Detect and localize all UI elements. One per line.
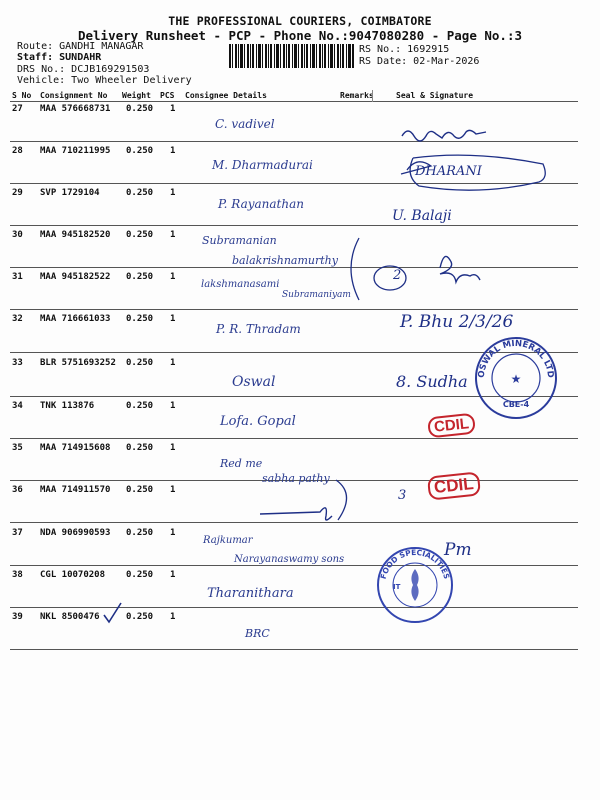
col-weight: Weight bbox=[122, 91, 151, 100]
signature: U. Balaji bbox=[392, 208, 452, 224]
row-pcs: 1 bbox=[170, 188, 176, 198]
row-pcs: 1 bbox=[170, 230, 176, 240]
consignee-name: P. R. Thradam bbox=[216, 322, 301, 336]
row-divider bbox=[10, 565, 578, 566]
row-pcs: 1 bbox=[170, 104, 176, 114]
remark-mark: 3 bbox=[398, 488, 407, 503]
header-divider bbox=[10, 101, 578, 102]
row-consignment: MAA 714915608 bbox=[40, 443, 111, 453]
signature-scribble bbox=[398, 122, 498, 144]
signature-scribble bbox=[345, 232, 495, 308]
rs-number: RS No.: 1692915 bbox=[359, 44, 450, 55]
remark-mark: 2 bbox=[393, 268, 402, 283]
row-weight: 0.250 bbox=[126, 314, 154, 324]
consignee-name-line2: balakrishnamurthy bbox=[232, 254, 338, 267]
row-sno: 29 bbox=[12, 188, 23, 198]
row-divider bbox=[10, 522, 578, 523]
row-pcs: 1 bbox=[170, 570, 176, 580]
row-consignment: BLR 5751693252 bbox=[40, 358, 116, 368]
row-consignment: MAA 576668731 bbox=[40, 104, 111, 114]
signature: DHARANI bbox=[415, 164, 482, 179]
row-sno: 30 bbox=[12, 230, 23, 240]
row-weight: 0.250 bbox=[126, 188, 154, 198]
row-sno: 31 bbox=[12, 272, 23, 282]
row-consignment: MAA 945182522 bbox=[40, 272, 111, 282]
row-weight: 0.250 bbox=[126, 443, 154, 453]
rs-date: RS Date: 02-Mar-2026 bbox=[359, 56, 480, 67]
row-weight: 0.250 bbox=[126, 104, 154, 114]
row-consignment: MAA 710211995 bbox=[40, 146, 111, 156]
row-consignment: MAA 716661033 bbox=[40, 314, 111, 324]
row-pcs: 1 bbox=[170, 485, 176, 495]
col-consignee: Consignee Details bbox=[185, 91, 267, 100]
row-weight: 0.250 bbox=[126, 485, 154, 495]
consignee-name: M. Dharmadurai bbox=[212, 158, 313, 172]
consignee-name: BRC bbox=[245, 627, 270, 640]
row-sno: 32 bbox=[12, 314, 23, 324]
row-consignment: NDA 906990593 bbox=[40, 528, 111, 538]
star-icon: ★ bbox=[510, 372, 522, 386]
signature-scribble bbox=[393, 150, 553, 192]
row-pcs: 1 bbox=[170, 146, 176, 156]
row-weight: 0.250 bbox=[126, 401, 154, 411]
company-title: THE PROFESSIONAL COURIERS, COIMBATORE bbox=[168, 14, 432, 28]
row-pcs: 1 bbox=[170, 272, 176, 282]
consignee-name: Subramanian bbox=[202, 234, 277, 247]
row-sno: 33 bbox=[12, 358, 23, 368]
staff-label: Staff: SUNDAHR bbox=[17, 52, 102, 63]
consignee-name: P. Rayanathan bbox=[218, 197, 304, 211]
col-remarks: Remarks bbox=[340, 91, 374, 100]
row-weight: 0.250 bbox=[126, 570, 154, 580]
row-sno: 35 bbox=[12, 443, 23, 453]
route-label: Route: GANDHI MANAGAR bbox=[17, 41, 144, 52]
row-sno: 38 bbox=[12, 570, 23, 580]
row-sno: 39 bbox=[12, 612, 23, 622]
signature: 8. Sudha bbox=[396, 372, 468, 391]
delivered-stamp: CDIL bbox=[427, 471, 481, 500]
row-weight: 0.250 bbox=[126, 358, 154, 368]
consignee-name: Red me bbox=[220, 457, 263, 470]
delivered-stamp: CDIL bbox=[427, 413, 476, 439]
company-seal-stamp bbox=[473, 335, 559, 421]
drs-number: DRS No.: DCJB169291503 bbox=[17, 64, 150, 75]
signature-scribble bbox=[258, 478, 358, 522]
signature: P. Bhu 2/3/26 bbox=[400, 312, 514, 332]
row-sno: 37 bbox=[12, 528, 23, 538]
stamp-text-food: FOOD SPECIALITIES bbox=[378, 547, 452, 580]
stamp-text-it: IT bbox=[393, 583, 401, 591]
row-divider bbox=[10, 438, 578, 439]
row-sno: 27 bbox=[12, 104, 23, 114]
row-consignment: MAA 945182520 bbox=[40, 230, 111, 240]
consignee-name: Oswal bbox=[232, 374, 276, 390]
consignee-name: lakshmanasami bbox=[201, 279, 280, 290]
row-pcs: 1 bbox=[170, 401, 176, 411]
row-divider bbox=[10, 607, 578, 608]
consignee-name: Lofa. Gopal bbox=[220, 414, 296, 429]
col-sno: S No bbox=[12, 91, 32, 100]
row-pcs: 1 bbox=[170, 314, 176, 324]
row-sno: 34 bbox=[12, 401, 23, 411]
row-sno: 28 bbox=[12, 146, 23, 156]
consignee-name-line2: Subramaniyam bbox=[282, 290, 351, 300]
food-company-stamp bbox=[375, 545, 455, 625]
signature: Pm bbox=[444, 540, 472, 560]
consignee-name: Tharanithara bbox=[207, 586, 294, 601]
row-divider bbox=[10, 649, 578, 650]
row-divider bbox=[10, 225, 578, 226]
row-pcs: 1 bbox=[170, 612, 176, 622]
row-weight: 0.250 bbox=[126, 272, 154, 282]
checkmark-icon bbox=[101, 601, 123, 625]
row-consignment: TNK 113876 bbox=[40, 401, 95, 411]
row-weight: 0.250 bbox=[126, 612, 154, 622]
col-pcs: PCS bbox=[160, 91, 175, 100]
remarks-divider bbox=[372, 90, 373, 102]
consignee-name: C. vadivel bbox=[215, 117, 275, 131]
row-consignment: NKL 8500476 bbox=[40, 612, 100, 622]
row-pcs: 1 bbox=[170, 528, 176, 538]
row-weight: 0.250 bbox=[126, 528, 154, 538]
col-seal: Seal & Signature bbox=[396, 91, 474, 100]
row-sno: 36 bbox=[12, 485, 23, 495]
col-consignment: Consignment No bbox=[40, 91, 108, 100]
consignee-name-line2: Narayanaswamy sons bbox=[234, 554, 345, 565]
row-divider bbox=[10, 309, 578, 310]
row-weight: 0.250 bbox=[126, 146, 154, 156]
consignee-name: Rajkumar bbox=[203, 535, 253, 546]
row-consignment: CGL 10070208 bbox=[40, 570, 106, 580]
row-consignment: SVP 1729104 bbox=[40, 188, 100, 198]
row-pcs: 1 bbox=[170, 358, 176, 368]
row-weight: 0.250 bbox=[126, 230, 154, 240]
row-consignment: MAA 714911570 bbox=[40, 485, 111, 495]
seal-text-oswal: OSWAL MINERAL LTD bbox=[476, 338, 556, 379]
vehicle-label: Vehicle: Two Wheeler Delivery bbox=[17, 75, 192, 86]
barcode bbox=[229, 44, 354, 68]
consignee-name-line2: sabha pathy bbox=[262, 472, 330, 485]
runsheet-title: Delivery Runsheet - PCP - Phone No.:9047080280 - Page No.:3 bbox=[77, 28, 522, 43]
emblem-icon bbox=[411, 569, 418, 601]
seal-text-cbe: CBE-4 bbox=[502, 400, 530, 409]
row-pcs: 1 bbox=[170, 443, 176, 453]
